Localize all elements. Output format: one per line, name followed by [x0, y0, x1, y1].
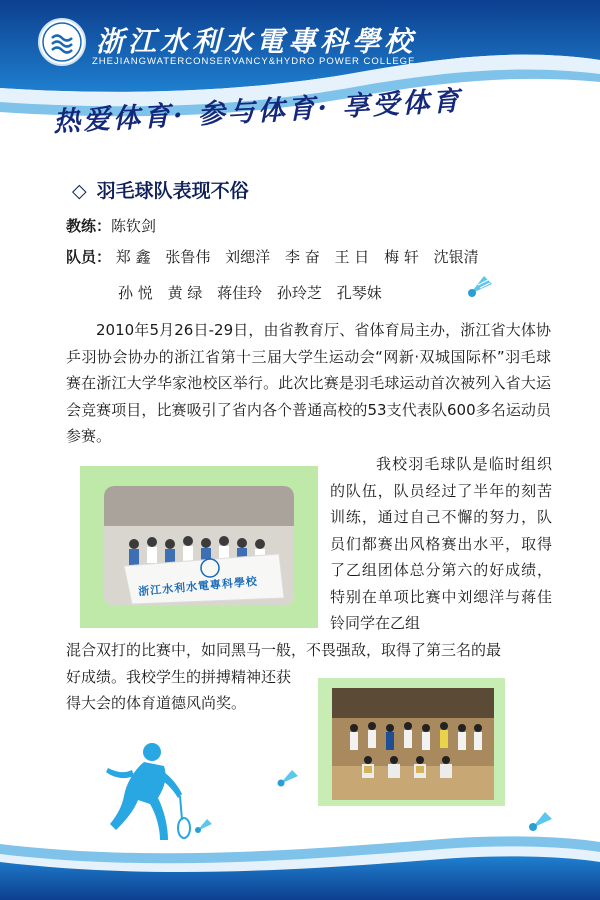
paragraph-2 — [330, 451, 552, 637]
banner-text: 浙江水利水電專科學校 — [137, 574, 259, 599]
slogan: 热爱体育· 参与体育· 享受体育 — [52, 85, 464, 138]
paragraph-3-line-3: 得大会的体育道德风尚奖。 — [66, 694, 247, 712]
member-name: 沈银清 — [433, 248, 479, 266]
shuttlecock-icon — [466, 272, 496, 298]
member-name: 孙玲芝 — [276, 284, 322, 302]
article-title — [72, 176, 249, 203]
coach-line — [66, 215, 156, 236]
coach-label: 教练： — [66, 217, 112, 235]
school-logo — [38, 18, 86, 66]
footer-wave — [0, 820, 600, 900]
paragraph-3-line-1: 混合双打的比赛中，如同黑马一般，不畏强敌，取得了第三名的最 — [66, 641, 502, 659]
members-label: 队员： — [66, 248, 112, 266]
shuttlecock-icon — [276, 766, 300, 788]
paragraph-3-line-2: 好成绩。我校学生的拼搏精神还获 — [66, 667, 292, 686]
team-photo-banner — [80, 466, 318, 628]
article-title-text: 羽毛球队表现不俗 — [96, 180, 249, 202]
members-line-2 — [118, 282, 392, 303]
member-name: 蒋佳玲 — [217, 284, 263, 302]
school-name-en: ZHEJIANGWATERCONSERVANCY&HYDRO POWER COLLEGE — [92, 56, 416, 67]
member-name: 刘缌洋 — [225, 248, 271, 266]
member-name: 王 日 — [334, 248, 370, 266]
member-name: 孔琴妹 — [336, 284, 382, 302]
logo-wave-icon — [40, 20, 84, 64]
member-name: 梅 轩 — [384, 248, 419, 266]
award-photo — [318, 678, 505, 806]
diamond-icon: ◇ — [72, 180, 87, 202]
header-banner — [0, 0, 600, 150]
paragraph-2-text: 我校羽毛球队是临时组织的队伍，队员经过了半年的刻苦训练，通过自己不懈的努力，队员们都赛出风格赛出水平，取得了乙组团体总分第六的好成绩，特别在单项比赛中刘缌洋与蒋佳铃同学在乙组 — [330, 455, 552, 632]
members-line-1 — [66, 246, 489, 267]
school-name: 浙江水利水電專科學校 — [96, 25, 417, 58]
member-name: 孙 悦 — [118, 284, 153, 302]
coach-name: 陈钦剑 — [111, 217, 157, 235]
member-name: 李 奋 — [284, 248, 320, 266]
member-name: 郑 鑫 — [115, 248, 151, 266]
member-name: 张鲁伟 — [165, 248, 211, 266]
member-name: 黄 绿 — [167, 284, 203, 302]
award-photo-image — [332, 688, 494, 800]
paragraph-1: 2010年5月26日-29日，由省教育厅、省体育局主办，浙江省大体协乒羽协会协办的浙江省第十三届大学生运动会“网新·双城国际杯”羽毛球赛在浙江大学华家池校区举行。此次比赛是羽毛球运动首次被列入省大运会竞赛项目，比赛吸引了省内各个普通高校的53支代表队600多名运动员参赛。 — [66, 321, 551, 445]
